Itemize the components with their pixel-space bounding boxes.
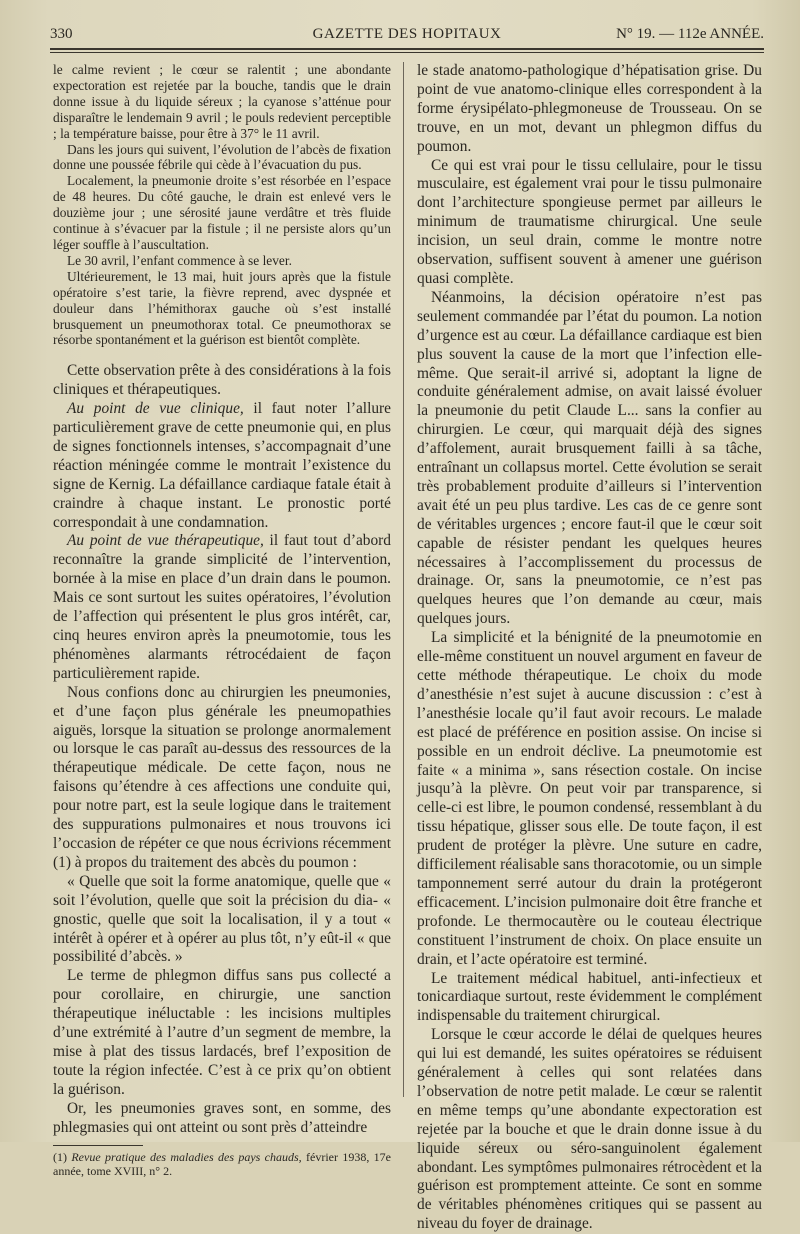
paragraph: Le 30 avril, l’enfant commence à se lever. (67, 252, 292, 268)
paragraph: Dans les jours qui suivent, l’évolution de l’abcès de fixation donne une poussée fébrile qui cède à l’évacuation du pus. (53, 141, 391, 173)
page-header (50, 26, 764, 48)
footnote-number: (1) (53, 1150, 67, 1165)
paragraph: Lorsque le cœur accorde le délai de quelques heures qui lui est demandé, les suites opératoires se réduisent généralement à celles qui sont relatées dans l’observation de notre petit malade. Le cœur se ralentit en même temps qu’une abondante expectoration est rejetée par la bouche et que le drain donne issue à du liquide séreux ou séro-sanguinolent également abondant. Les symptômes pulmonaires rétrocèdent et la guérison est promptement atteinte. Ce sont en somme de véritables phénomènes critiques qui se passent au niveau du foyer de drainage. (417, 1026, 762, 1233)
section-lead: Au point de vue clinique, (67, 400, 244, 418)
paragraph (53, 532, 391, 683)
paragraph-text: il faut noter l’allure particulièrement grave de cette pneumonie qui, en plus de signes fonctionnels intenses, s’accompagnait d’une réaction méningée comme le montrait l’existence du signe de Kernig. La défaillance cardiaque fatale était à craindre à chaque instant. Le pronostic porté correspondait à une condamnation. (53, 400, 391, 531)
paragraph-text: il faut tout d’abord reconnaître la grande simplicité de l’intervention, bornée à la mise en place d’un drain dans le poumon. Mais ce sont surtout les suites opératoires, l’évolution de l’affection qui présentent le plus gros intérêt, car, cinq heures environ après la pneumotomie, tous les phénomènes alarmants rétrocédaient de façon particulièrement rapide. (53, 532, 391, 682)
paragraph: Localement, la pneumonie droite s’est résorbée en l’espace de 48 heures. Du côté gauche, le drain est enlevé vers le douzième jour ; une sérosité jaune verdâtre et très fluide continue à s’évacuer par la fistule ; il ne persiste alors qu’un léger souffle à l’auscultation. (53, 173, 391, 252)
section-lead: Au point de vue thérapeutique, (67, 532, 264, 550)
paragraph: Cette observation prête à des considérations à la fois cliniques et thérapeutiques. (53, 362, 391, 399)
quote-text: « Quelle que soit la forme anatomique, quelle que « soit l’évolution, quelle que soit la précision du dia- « gnostic, quelle que soit la localisation, il y a tout « intérêt à opérer et à opérer au plus tôt, n’y eût-il « que possibilité d’abcès. » (53, 872, 391, 966)
paragraph: Nous confions donc au chirurgien les pneumonies, et d’une façon plus générale les pneumopathies aiguës, lorsque la situation se prolonge anormalement ou lorsque le cas paraît au-dessus des ressources de la thérapeutique médicale. De cette façon, nous ne faisons qu’étendre à ces affections une conduite qui, pour notre part, est la seule logique dans le traitement des suppurations pulmonaires et nous trouvons ici l’occasion de répéter ce que nous écrivions récemment (1) à propos du traitement des abcès du poumon : (53, 683, 391, 871)
paragraph: Le terme de phlegmon diffus sans pus collecté a pour corollaire, en chirurgie, une sanction thérapeutique inéluctable : les incisions multiples d’une extrémité à l’autre d’un segment de membre, la mise à plat des tissus lardacés, bref l’exposition de toute la région infectée. C’est à ce prix qu’on obtient la guérison. (53, 967, 391, 1098)
issue-info: N° 19. — 112e ANNÉE. (616, 26, 764, 42)
footnote-title: Revue pratique des maladies des pays chauds, (67, 1150, 302, 1165)
paragraph: Le traitement médical habituel, anti-infectieux et tonicardiaque surtout, reste évidemment le complément indispensable du traitement chirurgical. (417, 969, 762, 1025)
journal-title: GAZETTE DES HOPITAUX (312, 26, 502, 42)
footnote (53, 1150, 391, 1178)
block-quote (53, 873, 391, 968)
paragraph: le calme revient ; le cœur se ralentit ; une abondante expectoration est rejetée par la bouche, tandis que le drain donne issue à du liquide séreux ; la cyanose s’atténue pour disparaître le lendemain 9 avril ; le pouls redevient perceptible ; la température baisse, pour être à 37° le 11 avril. (53, 62, 391, 141)
left-column (53, 62, 391, 1178)
paragraph: La simplicité et la bénignité de la pneumotomie en elle-même constituent un nouvel argument en faveur de cette méthode thérapeutique. Le choix du mode d’anesthésie n’est sujet à aucune discussion : c’est à l’anesthésie locale qu’il faut avoir recours. Le malade est placé de préférence en position assise. On incise si possible en un endroit déclive. La pneumotomie est faite « a minima », sans résection costale. On incise jusqu’à la plèvre. On peut voir par transparence, si celle-ci est libre, le poumon condensé, ressemblant à du tissu hépatique, glisser sous elle. De toute façon, il est prudent de protéger la plèvre. Une suture en cadre, difficilement réalisable sans thoracotomie, ou un simple tamponnement serré autour du drain la protégeront efficacement. L’incision pulmonaire doit être franche et profonde. Le thermocautère ou le couteau électrique constituent l’instrument de choix. On place ensuite un drain, et l’acte opératoire est terminé. (417, 629, 762, 968)
paragraph: Ultérieurement, le 13 mai, huit jours après que la fistule opératoire s’est tarie, la fièvre reprend, avec dyspnée et douleur dans l’hémithorax gauche où s’est installé brusquement un pneumothorax total. Ce pneumothorax se résorbe spontanément et la guérison est bientôt complète. (53, 268, 391, 348)
paragraph: Néanmoins, la décision opératoire n’est pas seulement commandée par l’état du poumon. La notion d’urgence est au cœur. La défaillance cardiaque est bien plus souvent la cause de la mort que l’infection elle-même. Que serait-il arrivé si, adoptant la ligne de conduite généralement admise, on avait laissé évoluer la pneumonie du petit Claude L... sans la confier au chirurgien. Le cœur, qui marquait déjà des signes d’affolement, aurait brusquement failli à sa tâche, entraînant un collapsus mortel. Cette évolution se serait très probablement produite d’ailleurs si l’intervention avait été un peu plus tardive. Les cas de ce genre sont de véritables urgences ; encore faut-il que le cœur soit capable de résister pendant les quelques heures nécessaires à l’accomplissement du processus de drainage. Or, sans la pneumotomie, ce n’est pas quelques heures que l’on demande au cœur, mais quelques jours. (417, 288, 762, 628)
paragraph: le stade anatomo-pathologique d’hépatisation grise. Du point de vue anatomo-clinique elles correspondent à la forme érysipélato-phlegmoneuse de Trousseau. On se trouve, en un mot, devant un phlegmon diffus du poumon. (417, 62, 762, 155)
footnote-rule (53, 1145, 143, 1146)
right-column (417, 62, 762, 1234)
header-rule-thick (50, 48, 764, 50)
paragraph: Ce qui est vrai pour le tissu cellulaire, pour le tissu musculaire, est également vrai pour le tissu pulmonaire dont l’architecture spongieuse permet par ailleurs le minimum de traumatisme chirurgical. Une seule incision, un seul drain, comme le montre notre observation, suffisent souvent à amener une guérison quasi complète. (417, 156, 762, 287)
paragraph: Or, les pneumonies graves sont, en somme, des phlegmasies qui ont atteint ou sont près d’atteindre (53, 1099, 391, 1136)
header-rule-thin (50, 52, 764, 53)
column-separator (403, 62, 404, 1097)
page-number: 330 (50, 26, 73, 42)
paragraph (53, 400, 391, 532)
footnote-text: février 1938, 17e année, tome XVIII, n° 2. (53, 1150, 391, 1179)
